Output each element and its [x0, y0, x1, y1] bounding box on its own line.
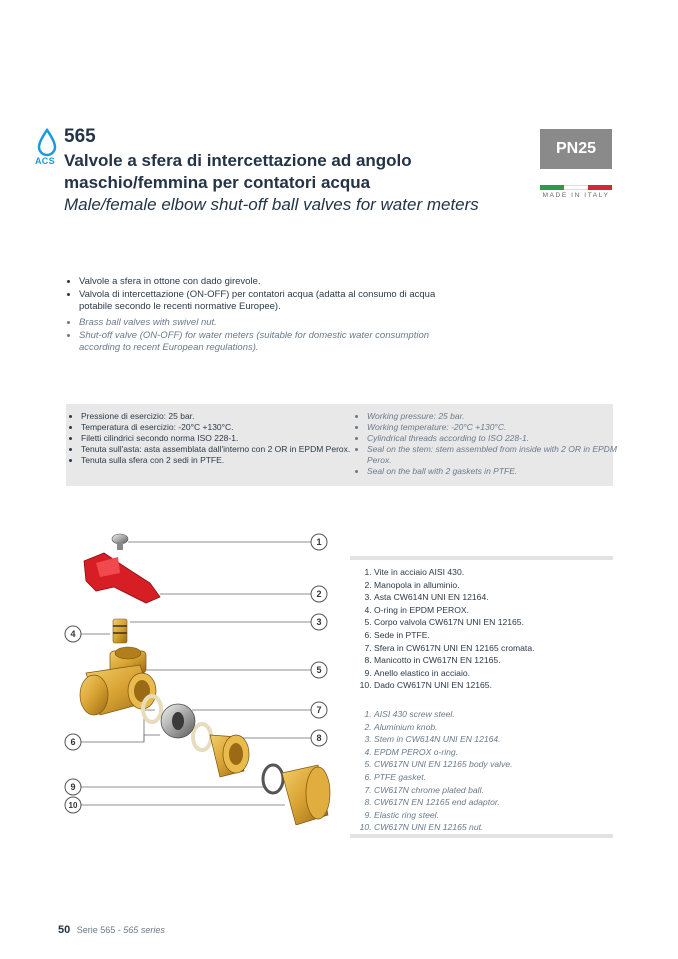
callout-8: [311, 730, 327, 746]
list-item: • Seal on the stem: stem assembled from inside with 2 OR in EPDM Perox.: [367, 444, 619, 466]
svg-text:1: 1: [316, 537, 322, 547]
exploded-valve-diagram: [60, 525, 350, 825]
list-item: 4. EPDM PEROX o-ring.: [374, 746, 513, 759]
list-item: 3. Stem in CW614N UNI EN 12164.: [374, 733, 513, 746]
list-item: 3. Asta CW614N UNI EN 12164.: [374, 591, 534, 604]
list-item: 8. Manicotto in CW617N EN 12165.: [374, 654, 534, 667]
list-item: 6. Sede in PTFE.: [374, 629, 534, 642]
callout-4: [65, 626, 81, 642]
water-drop-icon: [36, 128, 58, 158]
svg-text:2: 2: [316, 589, 322, 599]
list-item: 7. CW617N chrome plated ball.: [374, 784, 513, 797]
parts-list-italian: [358, 566, 534, 692]
list-item: • Tenuta sulla sfera con 2 sedi in PTFE.: [81, 455, 351, 466]
svg-text:9: 9: [70, 782, 76, 792]
list-item: • Pressione di esercizio: 25 bar.: [81, 411, 351, 422]
part-end-adaptor: [210, 735, 249, 777]
list-item: 2. Manopola in alluminio.: [374, 579, 534, 592]
list-item: 10. Dado CW617N UNI EN 12165.: [374, 679, 534, 692]
title-italian: Valvole a sfera di intercettazione ad angolo maschio/femmina per contatori acqua: [64, 151, 412, 192]
list-item: • Working pressure: 25 bar.: [367, 411, 619, 422]
list-item: 1. Vite in acciaio AISI 430.: [374, 566, 534, 579]
part-ptfe-gasket: [193, 724, 211, 750]
list-item: 4. O-ring in EPDM PEROX.: [374, 604, 534, 617]
specs-list-italian: [70, 411, 351, 466]
svg-text:5: 5: [316, 665, 322, 675]
series-separator: -: [115, 925, 124, 935]
callout-5: [311, 662, 327, 678]
series-italian: Serie 565: [76, 925, 116, 935]
series-english: 565 series: [123, 925, 165, 935]
specifications-box: [66, 404, 617, 486]
list-item: 8. CW617N EN 12165 end adaptor.: [374, 796, 513, 809]
parts-list-english: [358, 708, 513, 834]
list-item: 10. CW617N UNI EN 12165 nut.: [374, 821, 513, 834]
list-item: 9. Elastic ring steel.: [374, 809, 513, 822]
page-footer: [58, 924, 165, 936]
pressure-badge: PN25: [540, 129, 612, 169]
list-item: 5. CW617N UNI EN 12165 body valve.: [374, 758, 513, 771]
description-list-english: [66, 317, 466, 354]
part-stem: [113, 619, 127, 643]
callout-2: [311, 586, 327, 602]
list-item: • Tenuta sull'asta: asta assemblata dall'interno con 2 OR in EPDM Perox.: [81, 444, 351, 455]
list-item: • Valvola di intercettazione (ON-OFF) per contatori acqua (adatta al consumo di acqua potabile secondo le recenti normative Europee).: [79, 289, 466, 313]
list-item: 2. Aluminium knob.: [374, 721, 513, 734]
callout-6: [65, 734, 81, 750]
svg-text:6: 6: [70, 737, 76, 747]
specs-list-english: [356, 411, 619, 477]
part-red-knob: [84, 553, 160, 603]
acs-badge: ACS: [35, 156, 55, 166]
list-item: 9. Anello elastico in acciaio.: [374, 667, 534, 680]
divider: [350, 834, 613, 838]
callout-1: [311, 534, 327, 550]
description-bullets: [66, 276, 466, 355]
product-code: 565: [64, 126, 96, 147]
list-item: • Temperatura di esercizio: -20°C +130°C.: [81, 422, 351, 433]
callout-3: [311, 614, 327, 630]
svg-text:10: 10: [68, 801, 78, 810]
description-list-italian: [66, 276, 466, 313]
parts-list: [350, 556, 613, 838]
svg-text:3: 3: [316, 617, 322, 627]
callout-7: [311, 702, 327, 718]
svg-text:7: 7: [316, 705, 322, 715]
list-item: • Brass ball valves with swivel nut.: [79, 317, 466, 329]
list-item: 7. Sfera in CW617N UNI EN 12165 cromata.: [374, 642, 534, 655]
part-screw: [112, 534, 128, 550]
list-item: 6. PTFE gasket.: [374, 771, 513, 784]
list-item: • Seal on the ball with 2 gaskets in PTFE.: [367, 466, 619, 477]
list-item: 1. AISI 430 screw steel.: [374, 708, 513, 721]
divider: [350, 556, 613, 560]
list-item: • Working temperature: -20°C +130°C.: [367, 422, 619, 433]
callout-9: [65, 779, 81, 795]
page-number: 50: [58, 924, 71, 936]
made-in-italy: MADE IN ITALY: [542, 192, 610, 199]
list-item: • Shut-off valve (ON-OFF) for water meters (suitable for domestic water consumption according to recent European regulations).: [79, 330, 466, 354]
list-item: 5. Corpo valvola CW617N UNI EN 12165.: [374, 616, 534, 629]
title-english: Male/female elbow shut-off ball valves for water meters: [64, 195, 479, 214]
list-item: • Cylindrical threads according to ISO 228-1.: [367, 433, 619, 444]
list-item: • Filetti cilindrici secondo norma ISO 228-1.: [81, 433, 351, 444]
part-chrome-ball: [161, 704, 195, 738]
list-item: • Valvole a sfera in ottone con dado girevole.: [79, 276, 466, 288]
part-elastic-ring: [263, 765, 283, 793]
callout-10: [65, 797, 81, 813]
svg-text:8: 8: [316, 733, 322, 743]
svg-text:4: 4: [70, 629, 76, 639]
italian-flag-icon: [540, 185, 612, 190]
part-nut: [282, 765, 330, 825]
